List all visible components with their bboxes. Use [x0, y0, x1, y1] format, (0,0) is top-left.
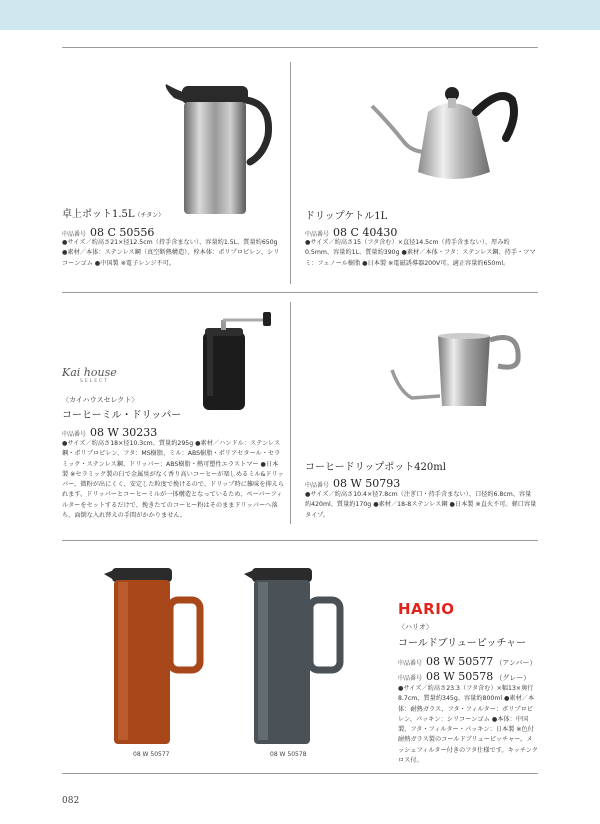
pitcher-amber-caption: 08 W 50577 — [133, 751, 170, 758]
top-color-band — [0, 0, 600, 30]
mill-image — [185, 308, 275, 412]
kettle-code: 中品番号 08 C 40430 — [305, 226, 398, 239]
pitcher-brand-label: 〈ハリオ〉 — [398, 623, 433, 631]
drip-pot-code: 中品番号 08 W 50793 — [305, 477, 401, 490]
page-number: 082 — [62, 796, 80, 806]
kai-house-wordmark: Kai house — [62, 366, 117, 379]
pitcher-amber-image — [98, 560, 214, 748]
bottom-divider — [62, 773, 538, 774]
kettle-title: ドリップケトル1L — [305, 211, 388, 222]
drip-pot-image — [390, 330, 530, 414]
row-divider-2 — [62, 540, 538, 541]
pitcher-title: コールドブリューピッチャー — [398, 638, 527, 649]
pot-title: 卓上ポット1.5L（チタン） — [62, 209, 165, 220]
mill-code: 中品番号 08 W 30233 — [62, 426, 158, 439]
pitcher-description: ●サイズ／約高さ23.3（フタ含む）×幅13×奥行8.7cm、質量約345g、容量約800ml ●素材／本体：耐熱ガラス、フタ・フィルター：ポリプロピレン、パッキン：シリコーンゴム ●本体：中国製、フタ・フィルター・パッキン：日本製 ※色付耐熱ガラス製のコールドブリューピッチャー。メッシュフィルター付きのフタ仕様です。キッチンクロス付。 — [398, 685, 538, 765]
pitcher-code-grey: 中品番号 08 W 50578 （グレー） — [398, 670, 531, 683]
drip-pot-description: ●サイズ／約高さ10.4×径7.8cm（注ぎ口・持手含まない）、口径約6.8cm、容量約420ml、質量約170g ●素材／18-8ステンレス鋼 ●日本製 ※直火不可。軽口容量タイプ。 — [305, 491, 537, 519]
mill-brand-label: 〈カイハウスセレクト〉 — [62, 396, 139, 404]
kettle-description: ●サイズ／約高さ15（フタ含む）×直径14.5cm（持手含まない）、厚み約0.5mm、容量約1L、質量約390g ●素材／本体・フタ：ステンレス鋼、持手・ツマミ：フェノール樹脂 ●日本製 ※電磁誘導器200V可。適正容量約650ml。 — [305, 239, 536, 267]
column-divider-middle — [290, 302, 291, 524]
hario-logo: HARIO — [398, 600, 455, 618]
mill-description: ●サイズ／約高さ18×径10.3cm、質量約295g ●素材／ハンドル：ステンレス鋼・ポリプロピレン、フタ：MS樹脂、ミル：ABS樹脂・ポリアセタール・セラミック・ステンレス鋼、ドリッパー：ABS樹脂・熱可塑性エラストマー ●日本製 ※セラミック製の臼で金属臭がなく香り高いコーヒーが楽しめるミル&ドリッパー。微粉が出にくく、安定した粒度で挽けるので、ドリップ時に雑味を抑えられます。ドリッパーとコーヒーミルが一体構造となっているため、ペーパーフィルターをセットするだけで、挽きたてのコーヒー粉はそのままドリッパーへ落ち、面倒な入れ替えの手間がかかりません。 — [62, 440, 285, 520]
mill-title: コーヒーミル・ドリッパー — [62, 410, 182, 421]
pitcher-grey-image — [238, 560, 354, 748]
top-divider — [62, 47, 538, 48]
pot-description: ●サイズ／約高さ21×径12.5cm（持手含まない）、容量約1.5L、質量約650g ●素材／本体：ステンレス鋼（真空断熱構造）、栓本体：ポリプロピレン、シリコーンゴム ●中国製 ※電子レンジ不可。 — [62, 239, 280, 267]
kai-house-select: SELECT — [80, 379, 109, 384]
pitcher-code-amber: 中品番号 08 W 50577 （アンバー） — [398, 655, 537, 668]
row-divider — [62, 292, 538, 293]
kai-house-logo — [62, 366, 117, 384]
pot-code: 中品番号 08 C 50556 — [62, 226, 155, 239]
drip-pot-title: コーヒードリップポット420ml — [305, 462, 446, 473]
pot-image — [160, 78, 280, 218]
kettle-image — [368, 82, 528, 186]
column-divider-top — [290, 62, 291, 284]
pitcher-grey-caption: 08 W 50578 — [270, 751, 307, 758]
